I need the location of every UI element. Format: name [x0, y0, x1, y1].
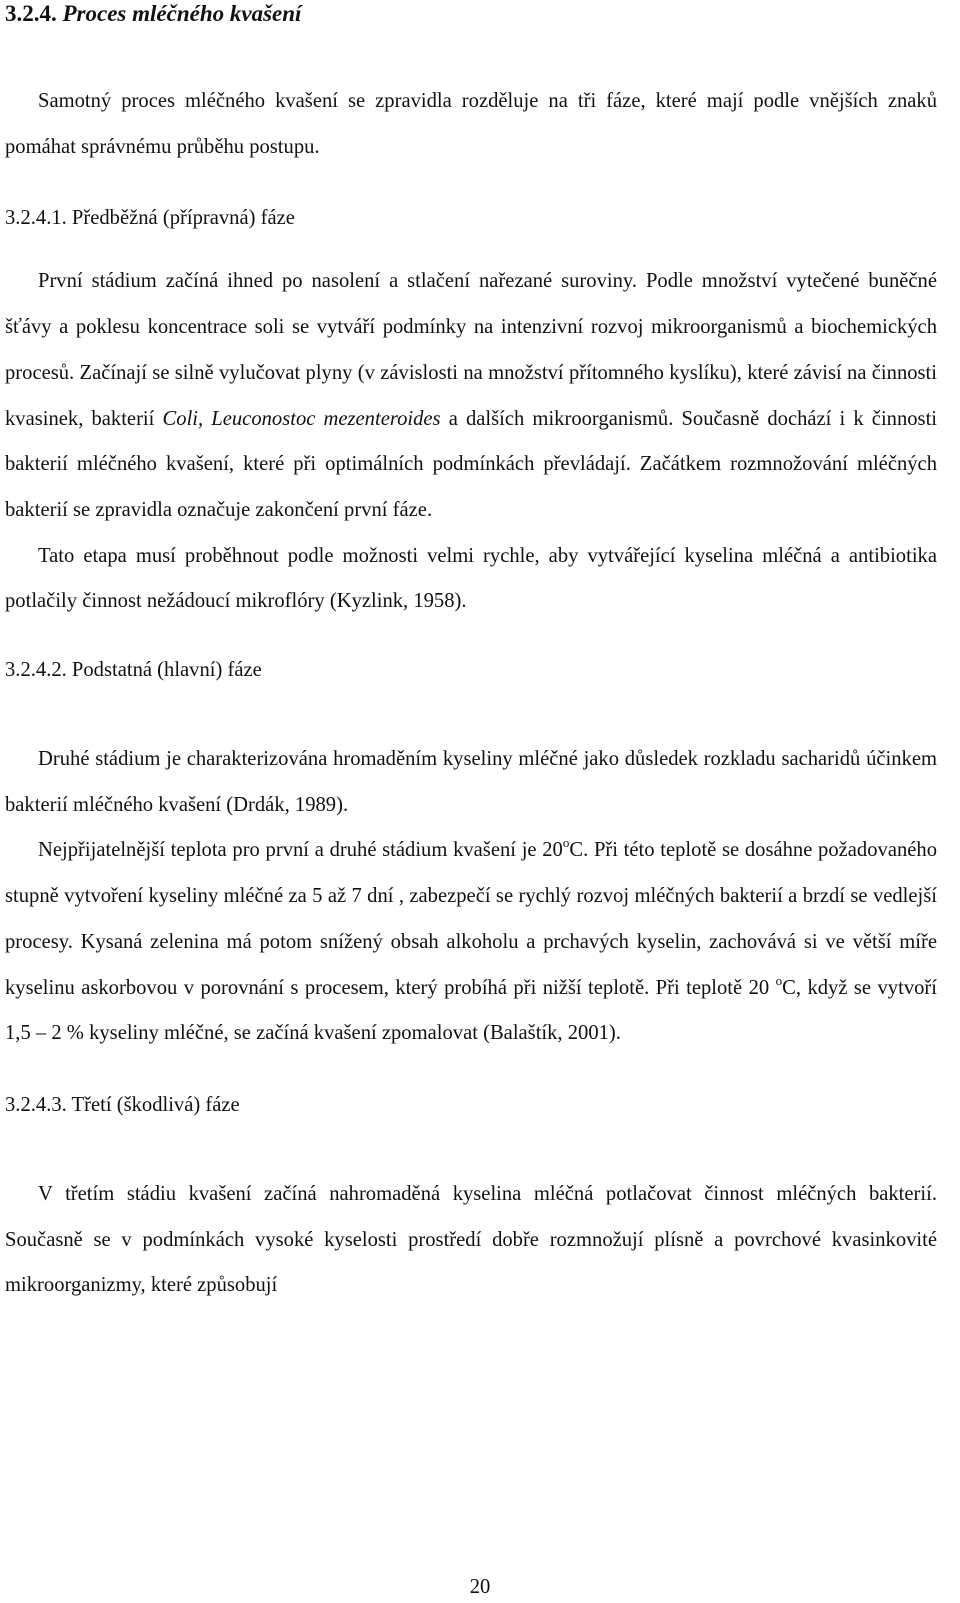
bacteria-names: Coli, Leuconostoc mezenteroides — [162, 407, 441, 430]
phase3-heading: 3.2.4.3. Třetí (škodlivá) fáze — [5, 1093, 240, 1116]
phase1-paragraph-2: Tato etapa musí proběhnout podle možnosti velmi rychle, aby vytvářející kyselina mléčná a antibiotika potlačily činnost nežádoucí mikroflóry (Kyzlink, 1958). — [5, 544, 937, 613]
page-number: 20 — [469, 1576, 491, 1598]
section-heading — [5, 2, 937, 26]
phase2-paragraph-1: Druhé stádium je charakterizována hromaděním kyseliny mléčné jako důsledek rozkladu sacharidů účinkem bakterií mléčného kvašení (Drdák, 1989). — [5, 748, 937, 816]
phase1-paragraph-1: První stádium začíná ihned po nasolení a stlačení nařezané suroviny. Podle množství vytečené buněčné šťávy a poklesu koncentrace soli se vytváří podmínky na intenzivní rozvoj mikroorganismů a biochemických procesů. Začínají se silně vylučovat plyny (v závislosti na množství přítomného kyslíku), které závisí na činnosti kvasinek, bakterií Coli, Leuconostoc mezenteroides a dalších mikroorganismů. Současně dochází i k činnosti bakterií mléčného kvašení, které při optimálních podmínkách převládají. Začátkem rozmnožování mléčných bakterií se zpravidla označuje zakončení první fáze. — [5, 270, 938, 521]
phase2-heading: 3.2.4.2. Podstatná (hlavní) fáze — [5, 659, 262, 682]
phase2-paragraph-2: Nejpřijatelnější teplota pro první a druhé stádium kvašení je 20$^o$C. Při této teplotě se dosáhne požadovaného stupně vytvoření kyseliny mléčné za 5 až 7 dní , zabezpečí se rychlý rozvoj mléčných bakterií a brzdí se vedlejší procesy. Kysaná zelenina má potom snížený obsah alkoholu a prchavých kyselin, zachovává si ve větší míře kyselinu askorbovou v porovnání s procesem, který probíhá při nižší teplotě. Při teplotě 20 $^o$C, když se vytvoří 1,5 – 2 % kyseliny mléčné, se začíná kvašení zpomalovat (Balaštík, 2001). — [5, 835, 937, 1045]
section-number: 3.2.4. — [5, 1, 57, 26]
phase3-paragraph-1: V třetím stádiu kvašení začíná nahromaděná kyselina mléčná potlačovat činnost mléčných bakterií. Současně se v podmínkách vysoké kyselosti prostředí dobře rozmnožují plísně a povrchové kvasinkovité mikroorganizmy, které způsobují — [5, 1182, 937, 1297]
intro-paragraph: Samotný proces mléčného kvašení se zpravidla rozděluje na tři fáze, které mají podle vnějších znaků pomáhat správnému průběhu postupu. — [5, 90, 937, 158]
phase1-heading: 3.2.4.1. Předběžná (přípravná) fáze — [5, 207, 295, 230]
document-page — [5, 0, 937, 1309]
section-title: Proces mléčného kvašení — [62, 1, 302, 26]
